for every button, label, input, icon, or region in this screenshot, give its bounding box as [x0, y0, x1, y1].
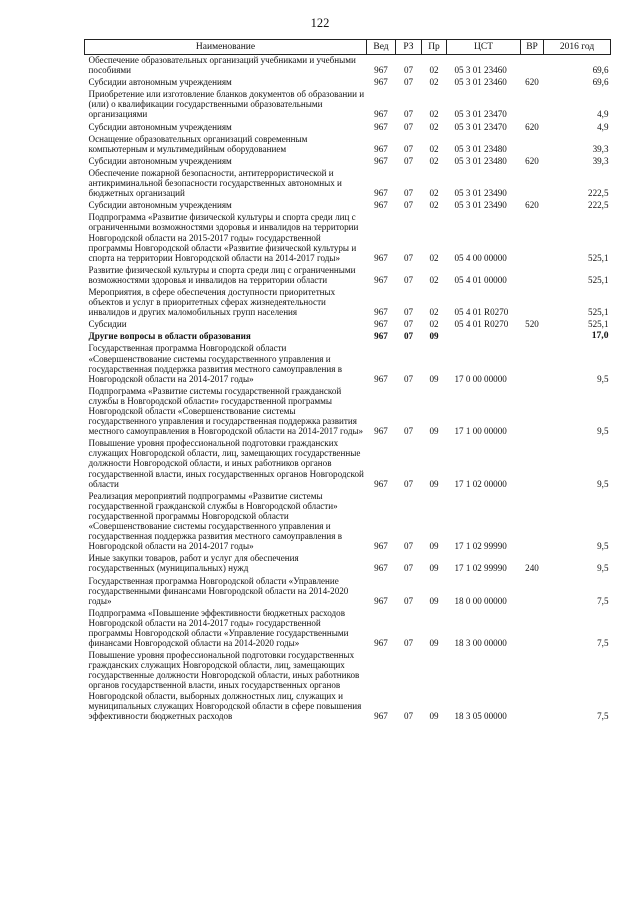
table-row	[85, 650, 611, 723]
table-row	[85, 343, 611, 385]
row-rz: 07	[403, 77, 414, 88]
row-rz: 07	[403, 541, 414, 552]
row-cst: 05 3 01 23480	[454, 155, 507, 166]
row-vr: 520	[525, 319, 539, 330]
row-name: Подпрограмма «Повышение эффективности бюджетных расходов Новгородской области на 2014-2017 годы» государственной программы Новгородской области «Управление государственными финансами Новгородской области на 2014-2020 годы»	[88, 607, 349, 649]
row-ved: 967	[374, 307, 388, 318]
row-name: Подпрограмма «Развитие физической культуры и спорта среди лиц с ограниченными возможностями здоровья и инвалидов на территории Новгородской области на 2015-2017 годы» государственной программы Новгородской области «Развитие физической культуры и спорта на территории Новгородской области на 2014-2017 годы»	[88, 212, 359, 263]
row-pr: 09	[429, 331, 439, 342]
row-vr	[521, 287, 544, 319]
row-sum: 69,6	[592, 65, 609, 76]
column-header-vr: ВР	[521, 40, 544, 55]
row-vr: 620	[525, 200, 539, 211]
row-vr	[521, 55, 544, 78]
row-sum: 7,5	[597, 595, 609, 606]
row-sum: 69,6	[592, 77, 609, 88]
row-cst: 17 1 02 99990	[454, 541, 507, 552]
row-name: Субсидии автономным учреждениям	[88, 77, 232, 88]
row-ved: 967	[374, 595, 388, 606]
row-cst: 05 4 00 00000	[454, 252, 507, 263]
row-pr: 02	[429, 109, 439, 120]
row-rz: 07	[403, 319, 414, 330]
column-header-cst: ЦСТ	[447, 40, 521, 55]
row-vr: 620	[525, 77, 539, 88]
row-vr	[521, 134, 544, 156]
row-pr: 09	[429, 541, 439, 552]
row-rz: 07	[403, 710, 414, 721]
row-cst: 05 3 01 23480	[454, 143, 507, 154]
row-ved: 967	[374, 373, 388, 384]
row-sum: 4,9	[597, 109, 609, 120]
row-pr: 02	[429, 274, 439, 285]
table-row	[85, 553, 611, 575]
table-row	[85, 200, 611, 212]
page-number: 122	[310, 16, 330, 30]
table-row	[85, 608, 611, 650]
row-ved: 967	[374, 188, 388, 199]
row-vr: 620	[525, 155, 539, 166]
row-cst: 17 1 02 00000	[454, 478, 507, 489]
row-rz: 07	[403, 65, 414, 76]
table-body	[85, 55, 611, 723]
table-row	[85, 491, 611, 554]
column-header-pr: Пр	[422, 40, 447, 55]
row-name: Развитие физической культуры и спорта среди лиц с ограниченными возможностями здоровья и инвалидов на территории области	[88, 264, 356, 285]
table-row	[85, 122, 611, 134]
row-rz: 07	[403, 188, 414, 199]
row-pr: 02	[429, 188, 439, 199]
row-ved: 967	[374, 109, 388, 120]
row-ved: 967	[374, 563, 388, 574]
row-sum: 9,5	[597, 373, 609, 384]
row-pr: 09	[429, 710, 439, 721]
row-rz: 07	[403, 307, 414, 318]
row-name: Иные закупки товаров, работ и услуг для обеспечения государственных (муниципальных) нужд	[88, 553, 299, 574]
row-ved: 967	[374, 426, 388, 437]
row-cst: 17 1 02 99990	[454, 563, 507, 574]
row-sum: 17,0	[591, 330, 609, 342]
row-rz: 07	[403, 155, 414, 166]
row-name: Обеспечение образовательных организаций учебниками и учебными пособиями	[88, 55, 356, 76]
row-name: Субсидии автономным учреждениям	[88, 200, 232, 211]
row-rz: 07	[403, 143, 414, 154]
row-cst: 05 3 01 23470	[454, 121, 507, 132]
row-name: Государственная программа Новгородской области «Управление государственными финансами Новгородской области на 2014-2020 годы»	[88, 575, 349, 606]
table-row	[85, 134, 611, 156]
row-cst: 05 4 01 R0270	[454, 319, 509, 330]
row-pr: 02	[429, 77, 439, 88]
row-pr: 09	[429, 563, 439, 574]
row-vr	[521, 343, 544, 385]
row-cst: 18 3 05 00000	[454, 710, 507, 721]
row-name: Подпрограмма «Развитие системы государственной гражданской службы в Новгородской области» государственной программы Новгородской области «Совершенствование системы государственного управления и государственная поддержка развития местного самоуправления в Новгородской области на 2014-2017 годы»	[88, 385, 364, 437]
row-name: Другие вопросы в области образования	[88, 331, 251, 342]
row-name: Повышение уровня профессиональной подготовки гражданских служащих Новгородской области, лиц, замещающих государственные должности Новгородской области, и иных работников органов государственной власти, иных государственных органов Новгородской области	[88, 438, 364, 489]
column-header-rz: РЗ	[396, 40, 422, 55]
row-vr	[521, 438, 544, 490]
row-ved: 967	[374, 274, 388, 285]
column-header-year: 2016 год	[544, 40, 611, 55]
row-ved: 967	[374, 200, 388, 211]
table-row	[85, 89, 611, 121]
row-sum: 9,5	[597, 426, 609, 437]
table-row	[85, 156, 611, 168]
row-cst: 05 4 01 R0270	[454, 307, 509, 318]
table-row	[85, 319, 611, 331]
row-vr	[521, 608, 544, 650]
row-ved: 967	[374, 252, 388, 263]
row-cst: 05 3 01 23490	[454, 188, 507, 199]
row-cst: 18 3 00 00000	[454, 638, 507, 649]
table-row	[85, 212, 611, 264]
row-pr: 02	[429, 143, 439, 154]
row-sum: 222,5	[588, 200, 609, 211]
row-vr	[521, 89, 544, 121]
row-sum: 7,5	[597, 710, 609, 721]
row-vr	[521, 386, 544, 438]
row-name: Реализация мероприятий подпрограммы «Развитие системы государственной гражданской службы в Новгородской области» государственной программы Новгородской области «Совершенствование системы государственного управления и государственная поддержка развития местного самоуправления в Новгородской области на 2014-2017 годы»	[88, 490, 343, 552]
row-vr	[521, 168, 544, 200]
row-vr: 240	[525, 563, 539, 574]
row-sum: 39,3	[592, 143, 609, 154]
row-name: Оснащение образовательных организаций современным компьютерным и мультимедийным оборудованием	[88, 133, 308, 154]
row-rz: 07	[403, 252, 414, 263]
row-rz: 07	[403, 200, 414, 211]
row-ved: 967	[374, 638, 388, 649]
row-sum: 9,5	[597, 563, 609, 574]
row-rz: 07	[403, 478, 414, 489]
row-rz: 07	[403, 331, 414, 342]
row-cst: 05 3 01 23460	[454, 77, 507, 88]
row-ved: 967	[374, 143, 388, 154]
row-cst: 05 3 01 23460	[454, 65, 507, 76]
column-header-name: Наименование	[85, 40, 367, 55]
row-sum: 525,1	[588, 252, 609, 263]
row-pr: 09	[429, 595, 439, 606]
row-rz: 07	[403, 121, 414, 132]
row-pr: 09	[429, 638, 439, 649]
budget-table	[84, 39, 611, 723]
row-cst	[447, 331, 521, 343]
row-sum: 9,5	[597, 541, 609, 552]
column-header-ved: Вед	[367, 40, 396, 55]
table-row	[85, 265, 611, 287]
row-cst: 05 3 01 23490	[454, 200, 507, 211]
row-pr: 02	[429, 121, 439, 132]
row-ved: 967	[374, 77, 388, 88]
table-row	[85, 287, 611, 319]
row-sum: 9,5	[597, 478, 609, 489]
row-name: Государственная программа Новгородской области «Совершенствование системы государственного управления и государственная поддержка развития местного самоуправления в Новгородской области на 2014-2017 годы»	[88, 343, 343, 384]
row-cst: 05 3 01 23470	[454, 109, 507, 120]
row-pr: 09	[429, 426, 439, 437]
row-sum: 222,5	[588, 188, 609, 199]
row-vr	[521, 212, 544, 264]
row-sum: 525,1	[588, 274, 609, 285]
row-cst: 17 0 00 00000	[454, 373, 507, 384]
row-rz: 07	[403, 373, 414, 384]
row-ved: 967	[374, 331, 388, 342]
table-header-row	[85, 40, 611, 55]
row-ved: 967	[374, 65, 388, 76]
row-name: Приобретение или изготовление бланков документов об образовании и (или) о квалификации государственными образовательными организациями	[88, 89, 365, 120]
row-name: Субсидии	[88, 319, 127, 330]
row-cst: 05 4 01 00000	[454, 274, 507, 285]
row-pr: 02	[429, 65, 439, 76]
row-rz: 07	[403, 274, 414, 285]
row-name: Мероприятия, в сфере обеспечения доступности приоритетных объектов и услуг в приоритетных сферах жизнедеятельности инвалидов и других маломобильных групп населения	[88, 286, 336, 318]
row-vr	[521, 265, 544, 287]
row-rz: 07	[403, 109, 414, 120]
row-sum: 39,3	[592, 155, 609, 166]
row-pr: 02	[429, 307, 439, 318]
row-sum: 7,5	[597, 638, 609, 649]
row-vr	[521, 650, 544, 723]
row-vr	[521, 331, 544, 343]
table-row	[85, 438, 611, 490]
row-cst: 17 1 00 00000	[454, 426, 507, 437]
row-pr: 09	[429, 478, 439, 489]
row-sum: 525,1	[588, 319, 609, 330]
row-name: Субсидии автономным учреждениям	[88, 121, 232, 132]
row-rz: 07	[403, 638, 414, 649]
table-row	[85, 386, 611, 438]
table-row	[85, 576, 611, 608]
row-rz: 07	[403, 426, 414, 437]
row-pr: 02	[429, 252, 439, 263]
row-ved: 967	[374, 155, 388, 166]
row-pr: 02	[429, 200, 439, 211]
table-row	[85, 55, 611, 78]
table-row	[85, 168, 611, 200]
row-name: Повышение уровня профессиональной подготовки государственных гражданских служащих Новгородской области, лиц, замещающих государственные должности Новгородской области, иных работников органов государственной власти, иных государственных органов Новгородской области, выборных должностных лиц, служащих и муниципальных служащих Новгородской области в сфере повышения эффективности бюджетных расходов	[88, 650, 362, 721]
row-ved: 967	[374, 710, 388, 721]
row-rz: 07	[403, 595, 414, 606]
row-rz: 07	[403, 563, 414, 574]
table-row	[85, 77, 611, 89]
row-sum: 4,9	[597, 121, 609, 132]
row-ved: 967	[374, 319, 388, 330]
row-vr	[521, 491, 544, 554]
row-vr: 620	[525, 121, 539, 132]
row-ved: 967	[374, 121, 388, 132]
row-name: Обеспечение пожарной безопасности, антитеррористической и антикриминальной безопасности государственных автономных и бюджетных организаций	[88, 167, 342, 199]
row-pr: 02	[429, 155, 439, 166]
row-vr	[521, 576, 544, 608]
row-sum: 525,1	[588, 307, 609, 318]
row-cst: 18 0 00 00000	[454, 595, 507, 606]
row-pr: 02	[429, 319, 439, 330]
row-name: Субсидии автономным учреждениям	[88, 155, 232, 166]
row-pr: 09	[429, 373, 439, 384]
table-row	[85, 331, 611, 343]
row-ved: 967	[374, 541, 388, 552]
row-ved: 967	[374, 478, 388, 489]
